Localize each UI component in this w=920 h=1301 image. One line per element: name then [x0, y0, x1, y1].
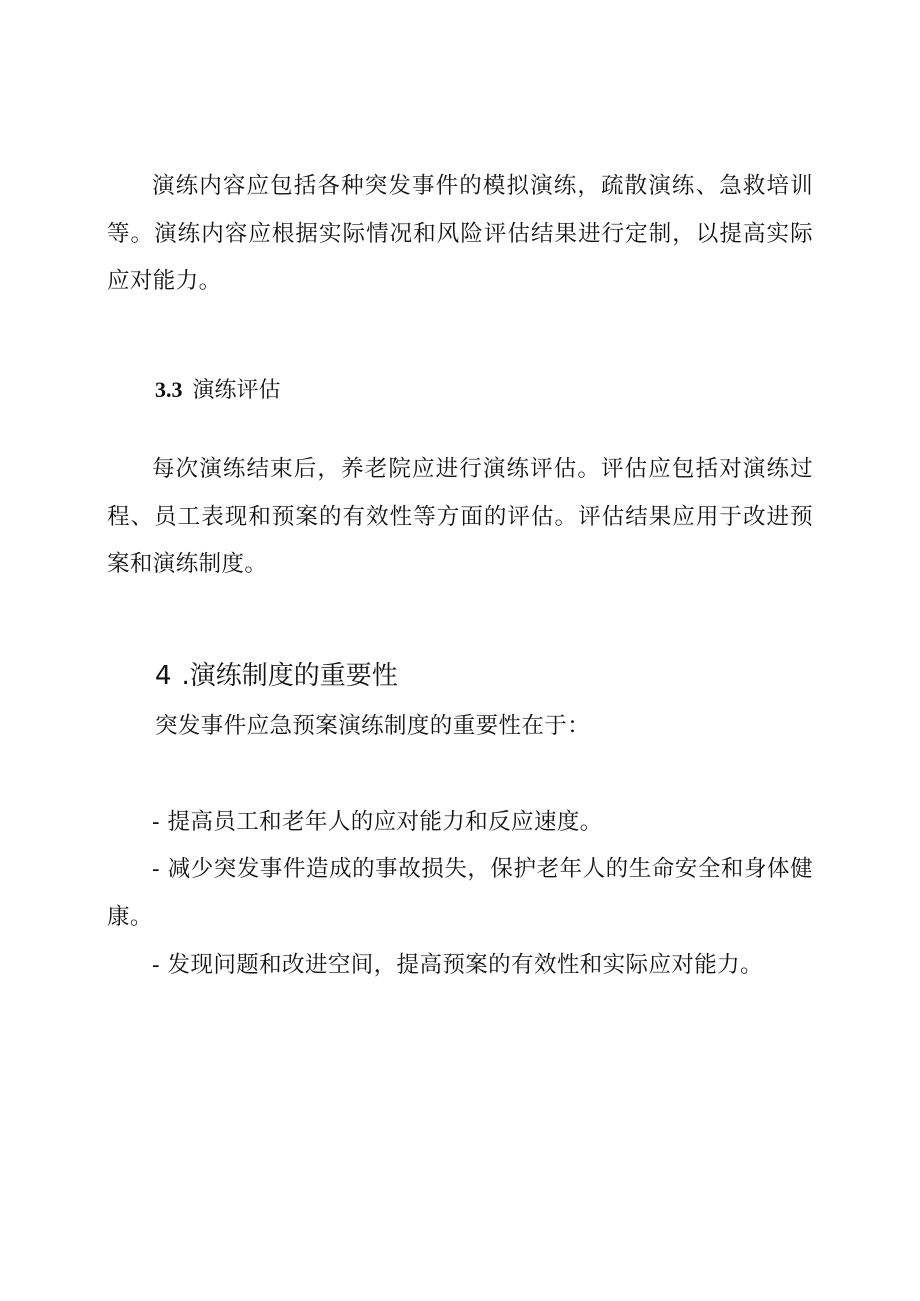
section-heading-3-3 — [155, 370, 281, 411]
list-item: - 发现问题和改进空间，提高预案的有效性和实际应对能力。 — [152, 952, 763, 978]
section-heading-4 — [155, 653, 398, 699]
section-number: 4 — [155, 661, 172, 691]
section-number: 3.3 — [155, 377, 183, 402]
list-item: - 提高员工和老年人的应对能力和反应速度。 — [152, 809, 603, 835]
paragraph-drill-content: 演练内容应包括各种突发事件的模拟演练，疏散演练、急救培训等。演练内容应根据实际情况和风险评估结果进行定制，以提高实际应对能力。 — [107, 173, 813, 294]
list-item: - 减少突发事件造成的事故损失，保护老年人的生命安全和身体健康。 — [107, 856, 813, 930]
paragraph-importance-intro: 突发事件应急预案演练制度的重要性在于： — [155, 713, 591, 739]
paragraph-drill-evaluation: 每次演练结束后，养老院应进行演练评估。评估应包括对演练过程、员工表现和预案的有效性等方面的评估。评估结果应用于改进预案和演练制度。 — [107, 456, 813, 577]
section-title: 演练评估 — [192, 378, 281, 403]
section-title: .演练制度的重要性 — [181, 661, 398, 691]
